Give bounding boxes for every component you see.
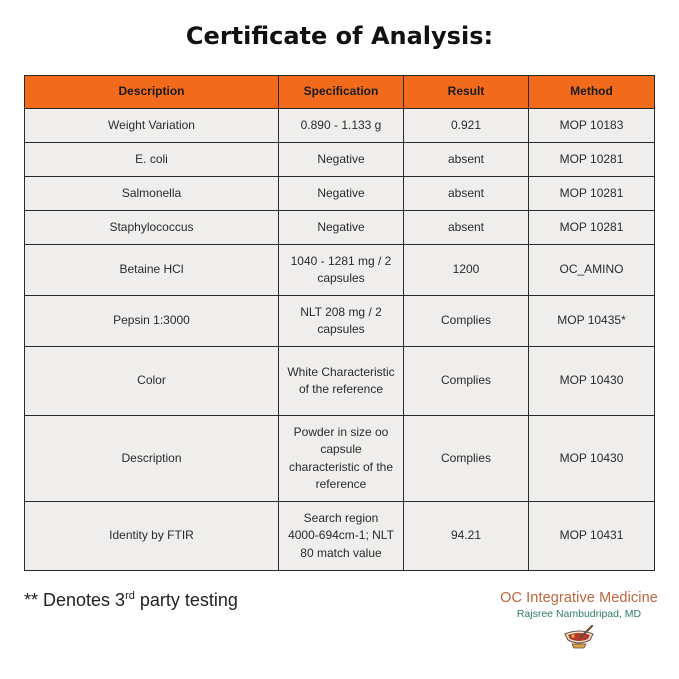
cell-description: Color xyxy=(25,347,279,416)
footnote-suffix: party testing xyxy=(134,590,238,610)
third-party-footnote xyxy=(24,590,238,611)
brand-block xyxy=(490,590,668,650)
footnote-prefix: ** Denotes 3 xyxy=(24,590,126,610)
brand-subtitle: Rajsree Nambudripad, MD xyxy=(516,608,642,620)
cell-description: Staphylococcus xyxy=(25,211,279,245)
cell-method: MOP 10430 xyxy=(529,347,655,416)
header-specification: Specification xyxy=(279,76,404,109)
cell-description: Identity by FTIR xyxy=(25,502,279,571)
cell-specification: NLT 208 mg / 2 capsules xyxy=(279,296,404,347)
table-row xyxy=(25,245,655,296)
cell-result: absent xyxy=(404,143,529,177)
header-result: Result xyxy=(404,76,529,109)
cell-description: Description xyxy=(25,416,279,502)
header-description: Description xyxy=(25,76,279,109)
cell-method: MOP 10183 xyxy=(529,109,655,143)
table-row xyxy=(25,347,655,416)
cell-method: MOP 10435* xyxy=(529,296,655,347)
table-row xyxy=(25,143,655,177)
cell-result: Complies xyxy=(404,416,529,502)
table-row xyxy=(25,502,655,571)
cell-specification: 0.890 - 1.133 g xyxy=(279,109,404,143)
cell-result: 1200 xyxy=(404,245,529,296)
cell-specification: Search region 4000-694cm-1; NLT 80 match value xyxy=(279,502,404,571)
cell-result: absent xyxy=(404,177,529,211)
cell-result: 94.21 xyxy=(404,502,529,571)
table-row xyxy=(25,109,655,143)
cell-result: 0.921 xyxy=(404,109,529,143)
table-row xyxy=(25,296,655,347)
cell-specification: Negative xyxy=(279,177,404,211)
cell-method: MOP 10430 xyxy=(529,416,655,502)
analysis-table xyxy=(24,75,655,571)
cell-description: Salmonella xyxy=(25,177,279,211)
page-title: Certificate of Analysis: xyxy=(185,22,494,50)
footnote-superscript: rd xyxy=(125,590,135,602)
cell-method: MOP 10281 xyxy=(529,143,655,177)
cell-result: Complies xyxy=(404,347,529,416)
cell-description: Betaine HCl xyxy=(25,245,279,296)
cell-method: MOP 10281 xyxy=(529,211,655,245)
cell-method: MOP 10431 xyxy=(529,502,655,571)
cell-description: Weight Variation xyxy=(25,109,279,143)
cell-method: OC_AMINO xyxy=(529,245,655,296)
table-row xyxy=(25,177,655,211)
table-header-row xyxy=(25,76,655,109)
cell-method: MOP 10281 xyxy=(529,177,655,211)
cell-specification: Negative xyxy=(279,211,404,245)
cell-description: Pepsin 1:3000 xyxy=(25,296,279,347)
cell-result: Complies xyxy=(404,296,529,347)
cell-specification: Powder in size oo capsule characteristic of the reference xyxy=(279,416,404,502)
brand-name: OC Integrative Medicine xyxy=(500,590,658,606)
header-method: Method xyxy=(529,76,655,109)
cell-result: absent xyxy=(404,211,529,245)
table-row xyxy=(25,416,655,502)
cell-specification: 1040 - 1281 mg / 2 capsules xyxy=(279,245,404,296)
cell-description: E. coli xyxy=(25,143,279,177)
cell-specification: White Characteristic of the reference xyxy=(279,347,404,416)
cell-specification: Negative xyxy=(279,143,404,177)
mortar-pestle-logo-icon xyxy=(490,624,668,650)
table-row xyxy=(25,211,655,245)
